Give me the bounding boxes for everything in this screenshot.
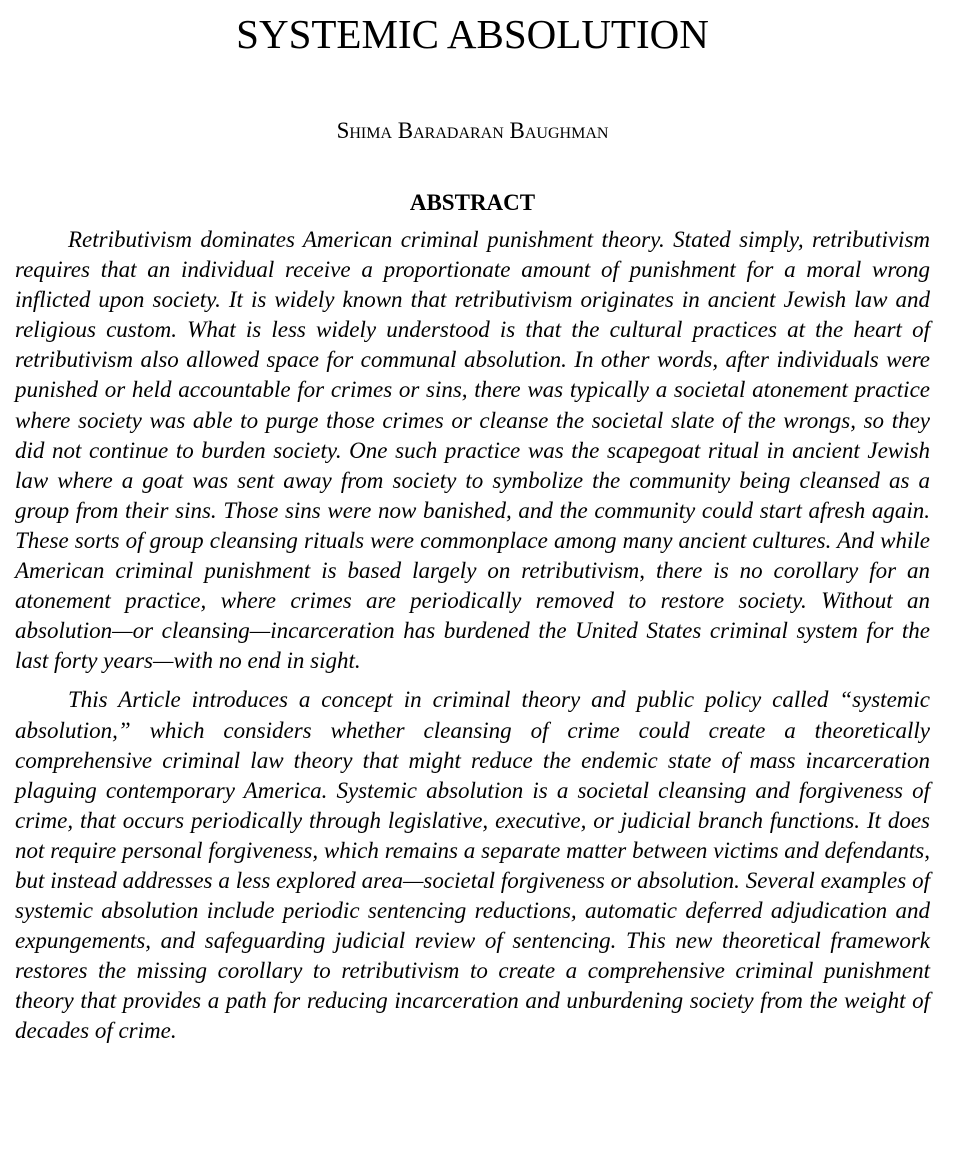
article-title: SYSTEMIC ABSOLUTION <box>236 11 709 57</box>
abstract-paragraph-2: This Article introduces a concept in criminal theory and public policy called “systemic absolution,” which considers whether cleansing of crime could create a theoretically comprehensive criminal law theory that might reduce the endemic state of mass incarceration plaguing contemporary America. Systemic absolution is a societal cleansing and forgiveness of crime, that occurs periodically through legislative, executive, or judicial branch functions. It does not require personal forgiveness, which remains a separate matter between victims and defendants, but instead addresses a less explored area—societal forgiveness or absolution. Several examples of systemic absolution include periodic sentencing reductions, automatic deferred adjudication and expungements, and safeguarding judicial review of sentencing. This new theoretical framework restores the missing corollary to retributivism to create a comprehensive criminal punishment theory that provides a path for reducing incarceration and unburdening society from the weight of decades of crime. <box>15 687 930 1044</box>
abstract-paragraph-1: Retributivism dominates American criminal punishment theory. Stated simply, retributivism requires that an individual receive a proportionate amount of punishment for a moral wrong inflicted upon society. It is widely known that retributivism originates in ancient Jewish law and religious custom. What is less widely understood is that the cultural practices at the heart of retributivism also allowed space for communal absolution. In other words, after individuals were punished or held accountable for crimes or sins, there was typically a societal atonement practice where society was able to purge those crimes or cleanse the societal slate of the wrongs, so they did not continue to burden society. One such practice was the scapegoat ritual in ancient Jewish law where a goat was sent away from society to symbolize the community being cleansed as a group from their sins. Those sins were now banished, and the community could start afresh again. These sorts of group cleansing rituals were commonplace among many ancient cultures. And while American criminal punishment is based largely on retributivism, there is no corollary for an atonement practice, where crimes are periodically removed to restore society. Without an absolution—or cleansing—incarceration has burdened the United States criminal system for the last forty years—with no end in sight. <box>15 227 930 674</box>
abstract-heading: ABSTRACT <box>409 190 536 215</box>
author-name: Shima Baradaran Baughman <box>336 118 609 143</box>
